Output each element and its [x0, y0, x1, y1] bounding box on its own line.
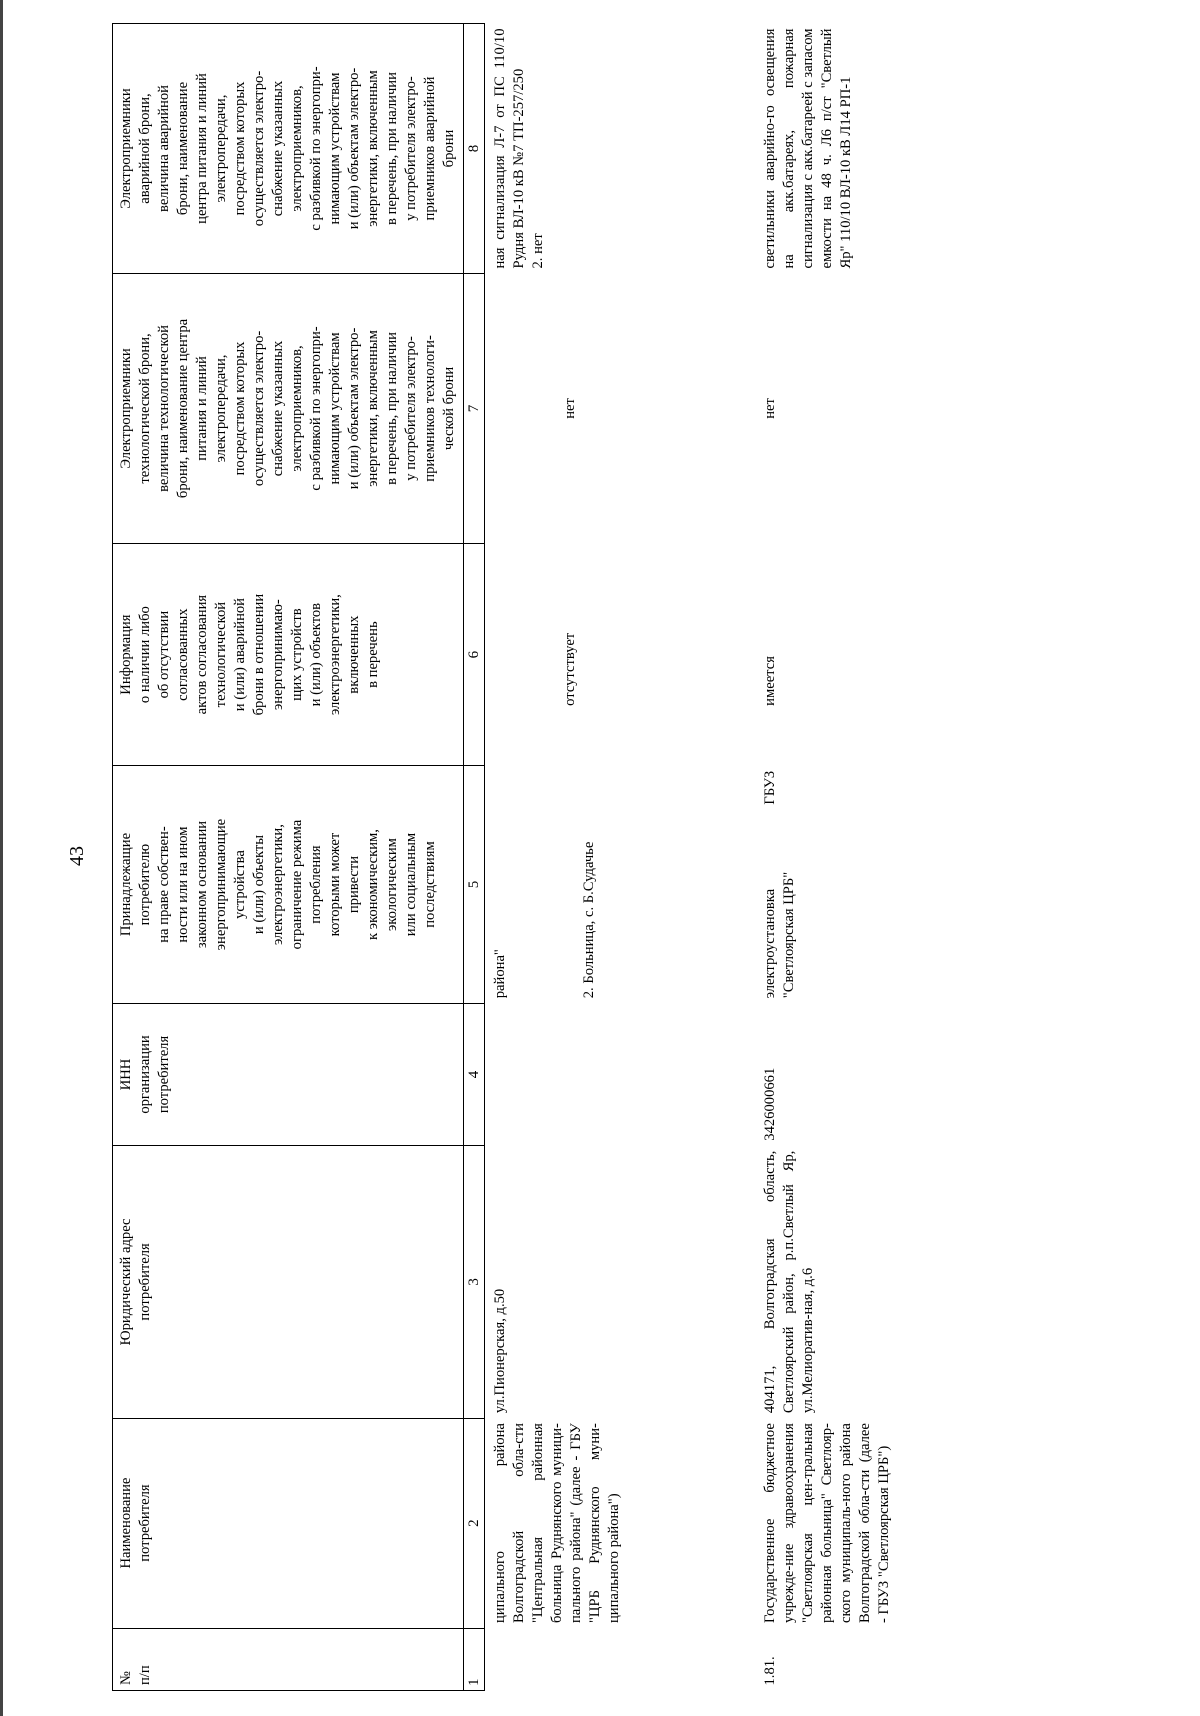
devices-line: 2. Больница, с. Б.Судачье	[581, 841, 597, 999]
legal-address: ул.Пионерская, д.50	[492, 1288, 508, 1414]
consumer-name: ципального района Волгоградской обла-сти "Центральная районная больница Руднянского муници-пального района" (далее - ГБУ "ЦРБ Руднянского муни-ципального района")	[492, 1423, 622, 1624]
header-inn: ИНН организации потребителя	[113, 1003, 464, 1145]
scan-edge-line	[0, 0, 3, 1716]
row-number: 1.81.	[761, 1656, 778, 1686]
page-number: 43	[66, 846, 88, 866]
table-row	[485, 24, 755, 1691]
agreements-value: имеется	[761, 656, 778, 706]
header-number: № п/п	[113, 1628, 464, 1690]
tech-reserve	[485, 274, 755, 544]
header-consumer-name: Наименование потребителя	[113, 1418, 464, 1628]
devices-line: электроустановка ГБУЗ "Светлоярская ЦРБ"	[761, 770, 797, 999]
consumer-name: Государственное бюджетное учрежде-ние здравоохранения "Светлоярская цен-тральная районная больница" Светлояр-ского муниципаль-ного района Волгоградской обла-сти (далее - ГБУЗ "Светлоярская ЦРБ")	[761, 1423, 892, 1624]
column-number: 6	[464, 543, 485, 765]
column-number: 4	[464, 1003, 485, 1145]
column-number: 3	[464, 1146, 485, 1418]
header-devices: Принадлежащие потребителю на праве собствен- ности или на ином законном основании энергопринимающие устройства и (или) объекты электроэнергетики, ограничение режима потребления которыми может привести к экономическим, экологическим или социальным последствиям	[113, 766, 464, 1003]
header-emergency-reserve: Электроприемники аварийной брони, величина аварийной брони, наименование центра питания и линий электропередачи, посредством которых осуществляется электро- снабжение указанных электроприемников, с разбивкой по энергопри- нимающим устройствам и (или) объектам электро- энергетики, включенным в перечень, при наличии у потребителя электро- приемников аварийной брони	[113, 24, 464, 274]
inn	[485, 1003, 755, 1145]
devices-cell	[485, 766, 755, 1003]
column-number: 2	[464, 1418, 485, 1628]
header-tech-reserve: Электроприемники технологической брони, величина технологической брони, наименование центра питания и линий электропередачи, посредством которых осуществляется электро- снабжение указанных электроприемников, с разбивкой по энергопри- нимающим устройствам и (или) объектам электро- энергетики, включенным в перечень, при наличии у потребителя электро- приемников технологи- ческой брони	[113, 274, 464, 544]
header-legal-address: Юридический адрес потребителя	[113, 1146, 464, 1418]
column-number: 1	[464, 1628, 485, 1690]
devices-cell	[755, 766, 898, 1003]
column-number: 5	[464, 766, 485, 1003]
column-number-row	[464, 24, 485, 1691]
tech-reserve-value: нет	[761, 398, 778, 419]
header-agreements: Информация о наличии либо об отсутствии согласованных актов согласования технологической и (или) аварийной брони в отношении энергопринимаю- щих устройств и (или) объектов электроэнергетики, включенных в перечень	[113, 543, 464, 765]
agreements	[485, 543, 755, 765]
tech-reserve-value: нет	[562, 398, 578, 419]
column-number: 7	[464, 274, 485, 544]
legal-address: 404171, Волгоградская область, Светлоярский район, р.п.Светлый Яр, ул.Мелиоратив-ная, д.6	[761, 1150, 816, 1414]
devices-line: района"	[492, 949, 508, 999]
consumers-table	[112, 23, 898, 1691]
inn: 3426000661	[761, 1067, 778, 1141]
agreements	[755, 543, 898, 765]
emergency-reserve: ная сигнализация Л-7 от ПС 110/10 Рудня ВЛ-10 кВ №7 ТП-257/250 2. нет	[492, 28, 546, 269]
header-row	[113, 24, 464, 1691]
column-number: 8	[464, 24, 485, 274]
agreements-value: отсутствует	[562, 632, 578, 706]
row-number	[485, 1628, 755, 1690]
table-row	[755, 24, 898, 1691]
emergency-reserve: светильники аварийно-го освещения на акк.батареях, пожарная сигнализация с акк.батареей с запасом емкости на 48 ч. Л6 п/ст "Светлый Яр" 110/10 ВЛ-10 кВ Л14 РП-1	[761, 28, 854, 269]
tech-reserve	[755, 274, 898, 544]
